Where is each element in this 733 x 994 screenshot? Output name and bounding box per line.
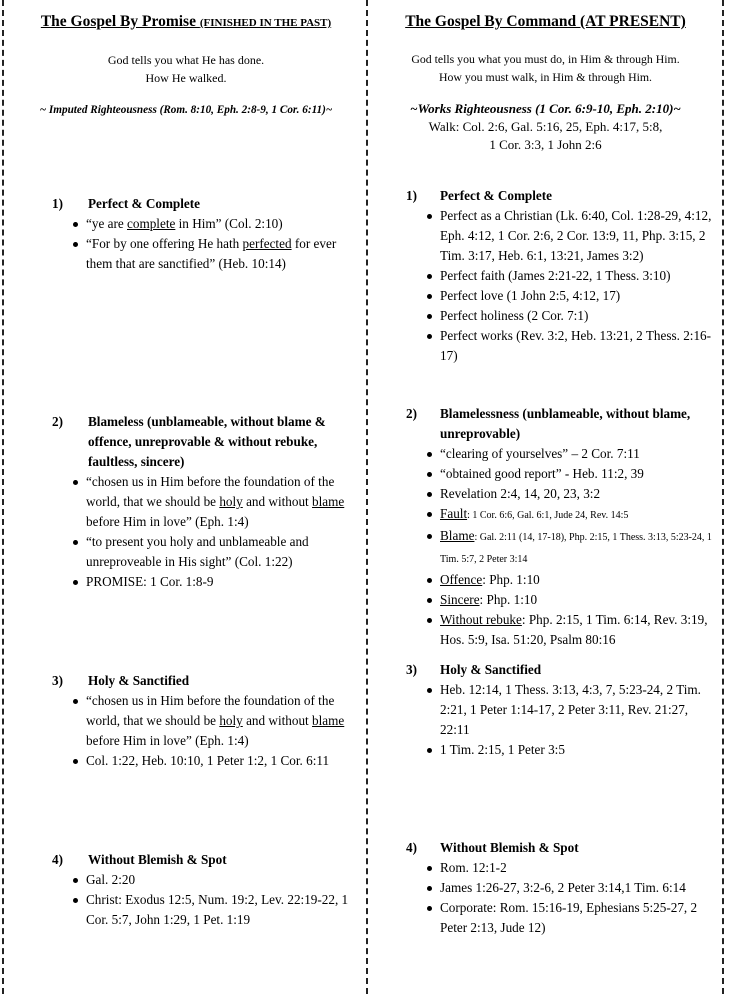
bullet-text: Revelation 2:4, 14, 20, 23, 3:2 <box>440 486 601 501</box>
right-border <box>722 0 724 994</box>
underlined-term: blame <box>312 713 345 728</box>
bullet-text: : Php. 2:15, 1 Tim. 6:14, Rev. 3:19, Hos. 5:9, Isa. 51:20, Psalm 80:16 <box>440 612 708 647</box>
bullet-list <box>374 444 717 650</box>
section-heading-text: Perfect & Complete <box>440 188 553 203</box>
section-heading-text: Holy & Sanctified <box>440 662 542 677</box>
bullet-item <box>374 858 717 878</box>
section-number: 4) <box>52 852 63 867</box>
left-section-1 <box>10 194 362 274</box>
section-number: 3) <box>406 662 417 677</box>
bullet-list <box>374 858 717 938</box>
bullet-text: PROMISE: 1 Cor. 1:8-9 <box>86 574 214 589</box>
section-heading <box>374 660 717 680</box>
bullet-item <box>10 214 362 234</box>
bullet-item <box>374 740 717 760</box>
section-heading <box>10 850 362 870</box>
bullet-item <box>374 610 717 650</box>
bullet-text: “clearing of yourselves” – 2 Cor. 7:11 <box>440 446 640 461</box>
bullet-text: Col. 1:22, Heb. 10:10, 1 Peter 1:2, 1 Cor. 6:11 <box>86 753 330 768</box>
bullet-item <box>10 751 362 771</box>
section-heading-text: Blameless (unblameable, without blame & offence, unreprovable & without rebuke, faultless, sincere) <box>88 414 326 469</box>
bullet-text: “to present you holy and unblameable and unreproveable in His sight” (Col. 1:22) <box>86 534 309 569</box>
bullet-text: Perfect faith (James 2:21-22, 1 Thess. 3:10) <box>440 268 671 283</box>
section-heading-text: Without Blemish & Spot <box>440 840 579 855</box>
small-reference-text: : 1 Cor. 6:6, Gal. 6:1, Jude 24, Rev. 14:5 <box>467 510 629 521</box>
section-heading <box>10 412 362 472</box>
bullet-text: Heb. 12:14, 1 Thess. 3:13, 4:3, 7, 5:23-24, 2 Tim. 2:21, 1 Peter 1:14-17, 2 Peter 3:11, Rev. 21:27, 22:11 <box>440 682 701 737</box>
bullet-item <box>374 570 717 590</box>
section-heading <box>374 186 717 206</box>
bullet-item <box>374 266 717 286</box>
bullet-list <box>10 691 362 771</box>
command-column <box>374 0 717 994</box>
promise-title-small: (FINISHED IN THE PAST) <box>199 17 332 29</box>
bullet-text: “obtained good report” - Heb. 11:2, 39 <box>440 466 644 481</box>
bullet-item <box>10 234 362 274</box>
bullet-text: Perfect love (1 John 2:5, 4:12, 17) <box>440 288 621 303</box>
bullet-list <box>374 206 717 366</box>
bullet-item <box>374 444 717 464</box>
right-section-4 <box>374 838 717 938</box>
bullet-item <box>374 306 717 326</box>
bullet-text: Perfect holiness (2 Cor. 7:1) <box>440 308 589 323</box>
bullet-text: “chosen us in Him before the foundation of the world, that we should be <box>86 474 335 509</box>
bullet-text: before Him in love” (Eph. 1:4) <box>86 514 249 529</box>
promise-intro-2: How He walked. <box>145 71 227 85</box>
left-section-2 <box>10 412 362 592</box>
underlined-term: Fault <box>440 506 468 521</box>
section-heading-text: Perfect & Complete <box>88 196 201 211</box>
bullet-item <box>10 532 362 572</box>
bullet-list <box>10 870 362 930</box>
bullet-text: “ye are <box>86 216 127 231</box>
bullet-item <box>10 572 362 592</box>
bullet-item <box>374 206 717 266</box>
underlined-term: Without rebuke <box>440 612 522 627</box>
promise-title-main: The Gospel By Promise <box>40 13 200 30</box>
bullet-text: 1 Tim. 2:15, 1 Peter 3:5 <box>440 742 565 757</box>
section-heading <box>10 671 362 691</box>
section-heading <box>374 838 717 858</box>
bullet-item <box>10 890 362 930</box>
bullet-text: Perfect works (Rev. 3:2, Heb. 13:21, 2 Thess. 2:16-17) <box>440 328 712 363</box>
section-heading <box>374 404 717 444</box>
section-heading-text: Blamelessness (unblameable, without blame, unreprovable) <box>440 406 691 441</box>
walk-line-2: 1 Cor. 3:3, 1 John 2:6 <box>489 137 602 152</box>
section-heading-text: Without Blemish & Spot <box>88 852 227 867</box>
underlined-term: holy <box>219 713 243 728</box>
bullet-text: and without <box>242 494 313 509</box>
section-number: 2) <box>52 414 63 429</box>
bullet-item <box>374 680 717 740</box>
works-righteousness: ~Works Righteousness (1 Cor. 6:9-10, Eph. 2:10)~ <box>410 101 681 116</box>
bullet-list <box>10 214 362 274</box>
center-divider <box>366 0 368 994</box>
bullet-text: : Php. 1:10 <box>482 572 540 587</box>
bullet-item <box>374 590 717 610</box>
bullet-text: Gal. 2:20 <box>86 872 136 887</box>
bullet-item <box>10 472 362 532</box>
underlined-term: blame <box>312 494 345 509</box>
bullet-item <box>374 464 717 484</box>
left-section-4 <box>10 850 362 930</box>
bullet-item <box>374 326 717 366</box>
section-heading <box>10 194 362 214</box>
bullet-item <box>10 691 362 751</box>
bullet-item <box>374 484 717 504</box>
bullet-text: Corporate: Rom. 15:16-19, Ephesians 5:25-27, 2 Peter 2:13, Jude 12) <box>440 900 698 935</box>
bullet-item <box>10 870 362 890</box>
bullet-text: before Him in love” (Eph. 1:4) <box>86 733 249 748</box>
underlined-term: Offence <box>440 572 483 587</box>
promise-intro-1: God tells you what He has done. <box>107 53 265 67</box>
underlined-term: Sincere <box>440 592 480 607</box>
bullet-item <box>374 898 717 938</box>
bullet-text: Christ: Exodus 12:5, Num. 19:2, Lev. 22:19-22, 1 Cor. 5:7, John 1:29, 1 Pet. 1:19 <box>86 892 349 927</box>
bullet-item <box>374 286 717 306</box>
right-section-3 <box>374 660 717 760</box>
section-heading-text: Holy & Sanctified <box>88 673 190 688</box>
right-section-2 <box>374 404 717 650</box>
bullet-text: for ever them that are sanctified” (Heb. 10:14) <box>86 236 337 271</box>
right-section-1 <box>374 186 717 366</box>
imputed-righteousness: ~ Imputed Righteousness (Rom. 8:10, Eph. 2:8-9, 1 Cor. 6:11)~ <box>39 104 333 116</box>
section-number: 3) <box>52 673 63 688</box>
bullet-item <box>374 504 717 526</box>
promise-column <box>10 0 362 994</box>
bullet-text: : Php. 1:10 <box>479 592 538 607</box>
left-section-3 <box>10 671 362 771</box>
command-title: The Gospel By Command (AT PRESENT) <box>405 13 686 30</box>
section-number: 1) <box>406 188 417 203</box>
bullet-text: “For by one offering He hath <box>86 236 243 251</box>
bullet-text: Rom. 12:1-2 <box>440 860 507 875</box>
left-border <box>2 0 4 994</box>
underlined-term: holy <box>219 494 243 509</box>
underlined-term: perfected <box>242 236 292 251</box>
promise-title <box>10 12 362 33</box>
section-number: 2) <box>406 406 417 421</box>
command-intro-2: How you must walk, in Him & through Him. <box>439 70 652 84</box>
bullet-text: in Him” (Col. 2:10) <box>175 216 283 231</box>
small-reference-text: : Gal. 2:11 (14, 17-18), Php. 2:15, 1 Thess. 3:13, 5:23-24, 1 Tim. 5:7, 2 Peter 3:14 <box>440 532 712 565</box>
section-number: 4) <box>406 840 417 855</box>
bullet-text: “chosen us in Him before the foundation of the world, that we should be <box>86 693 335 728</box>
walk-line-1: Walk: Col. 2:6, Gal. 5:16, 25, Eph. 4:17, 5:8, <box>428 119 663 134</box>
bullet-item <box>374 878 717 898</box>
underlined-term: complete <box>127 216 176 231</box>
section-number: 1) <box>52 196 63 211</box>
underlined-term: Blame <box>440 528 475 543</box>
bullet-text: Perfect as a Christian (Lk. 6:40, Col. 1:28-29, 4:12, Eph. 4:12, 1 Cor. 2:6, 2 Cor. 13:9, 11, Php. 3:15, 2 Tim. 3:17, Heb. 6:1, 13:21, James 3:2) <box>440 208 712 263</box>
command-intro-1: God tells you what you must do, in Him & through Him. <box>411 52 680 66</box>
bullet-list <box>374 680 717 760</box>
bullet-item <box>374 526 717 570</box>
bullet-text: and without <box>242 713 313 728</box>
bullet-list <box>10 472 362 592</box>
bullet-text: James 1:26-27, 3:2-6, 2 Peter 3:14,1 Tim. 6:14 <box>440 880 686 895</box>
